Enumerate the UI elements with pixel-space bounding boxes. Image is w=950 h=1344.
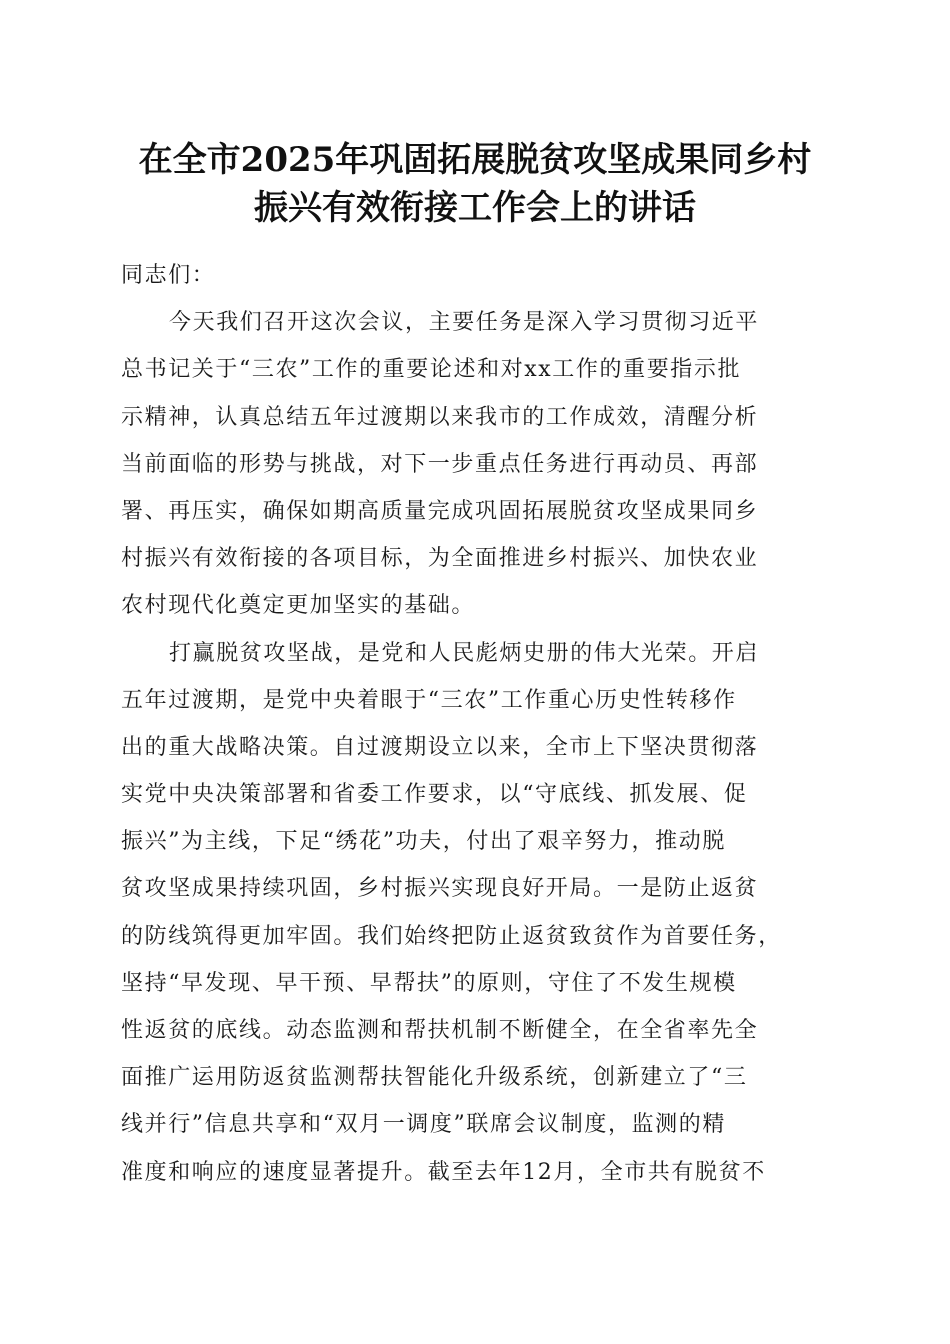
- paragraph-1-line: 今天我们召开这次会议，主要任务是深入学习贯彻习近平: [169, 310, 760, 336]
- document-title: [100, 136, 850, 232]
- salutation: 同志们：: [121, 263, 216, 288]
- paragraph-1-line: 示精神，认真总结五年过渡期以来我市的工作成效，清醒分析: [121, 404, 759, 430]
- paragraph-1-line: 村振兴有效衔接的各项目标，为全面推进乡村振兴、加快农业: [121, 546, 759, 572]
- paragraph-2-line: 准度和响应的速度显著提升。截至去年12月，全市共有脱贫不: [121, 1159, 766, 1185]
- paragraph-1-line: 当前面临的形势与挑战，对下一步重点任务进行再动员、再部: [121, 451, 759, 477]
- paragraph-2-line: 出的重大战略决策。自过渡期设立以来，全市上下坚决贯彻落: [121, 734, 759, 760]
- paragraph-2-line: 的防线筑得更加牢固。我们始终把防止返贫致贫作为首要任务，: [121, 923, 782, 949]
- paragraph-2-line: 贫攻坚成果持续巩固，乡村振兴实现良好开局。一是防止返贫: [121, 876, 759, 902]
- paragraph-2-line: 打赢脱贫攻坚战，是党和人民彪炳史册的伟大光荣。开启: [169, 640, 760, 666]
- paragraph-1-line: 署、再压实，确保如期高质量完成巩固拓展脱贫攻坚成果同乡: [121, 498, 759, 524]
- paragraph-1-line: 农村现代化奠定更加坚实的基础。: [121, 593, 476, 619]
- paragraph-2-line: 坚持“早发现、早干预、早帮扶”的原则，守住了不发生规模: [121, 970, 737, 996]
- paragraph-2-line: 线并行”信息共享和“双月一调度”联席会议制度，监测的精: [121, 1112, 726, 1138]
- paragraph-2-line: 五年过渡期，是党中央着眼于“三农”工作重心历史性转移作: [121, 687, 737, 713]
- paragraph-2-line: 振兴”为主线，下足“绣花”功夫，付出了艰辛努力，推动脱: [121, 829, 726, 855]
- paragraph-1-line: 总书记关于“三农”工作的重要论述和对xx工作的重要指示批: [121, 357, 742, 383]
- title-line: 振兴有效衔接工作会上的讲话: [254, 188, 696, 228]
- paragraph-2-line: 面推广运用防返贫监测帮扶智能化升级系统，创新建立了“三: [121, 1065, 748, 1091]
- document-body: [121, 252, 831, 1196]
- paragraph-2-line: 性返贫的底线。动态监测和帮扶机制不断健全，在全省率先全: [121, 1018, 759, 1043]
- title-line: 在全市2025年巩固拓展脱贫攻坚成果同乡村: [138, 140, 812, 180]
- paragraph-2-line: 实党中央决策部署和省委工作要求，以“守底线、抓发展、促: [121, 782, 748, 808]
